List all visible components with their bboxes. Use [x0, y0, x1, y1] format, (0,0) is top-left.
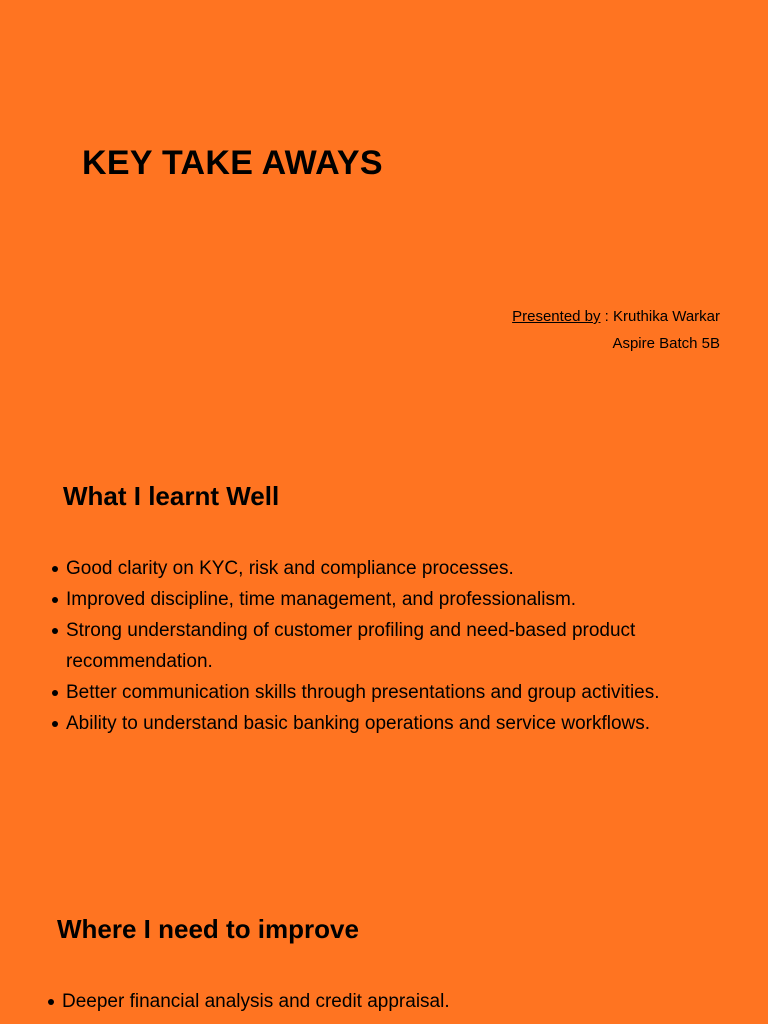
list-item: Better communication skills through presentations and group activities. — [48, 677, 738, 708]
presenter-line — [512, 303, 720, 330]
presenter-label: Presented by — [512, 308, 601, 325]
list-item: Deeper financial analysis and credit appraisal. — [44, 986, 734, 1017]
improve-list — [44, 986, 734, 1017]
improve-heading: Where I need to improve — [57, 914, 359, 944]
list-item: Improved discipline, time management, and professionalism. — [48, 584, 738, 615]
learnt-heading: What I learnt Well — [63, 481, 280, 511]
page-title: KEY TAKE AWAYS — [82, 144, 383, 182]
learnt-list — [48, 553, 738, 739]
presenter-batch: Aspire Batch 5B — [612, 335, 720, 352]
list-item: Ability to understand basic banking operations and service workflows. — [48, 708, 738, 739]
presenter-name: : Kruthika Warkar — [600, 308, 720, 325]
presenter-block — [512, 303, 720, 357]
list-item: Good clarity on KYC, risk and compliance processes. — [48, 553, 738, 584]
list-item: Strong understanding of customer profiling and need-based product recommendation. — [48, 615, 738, 677]
